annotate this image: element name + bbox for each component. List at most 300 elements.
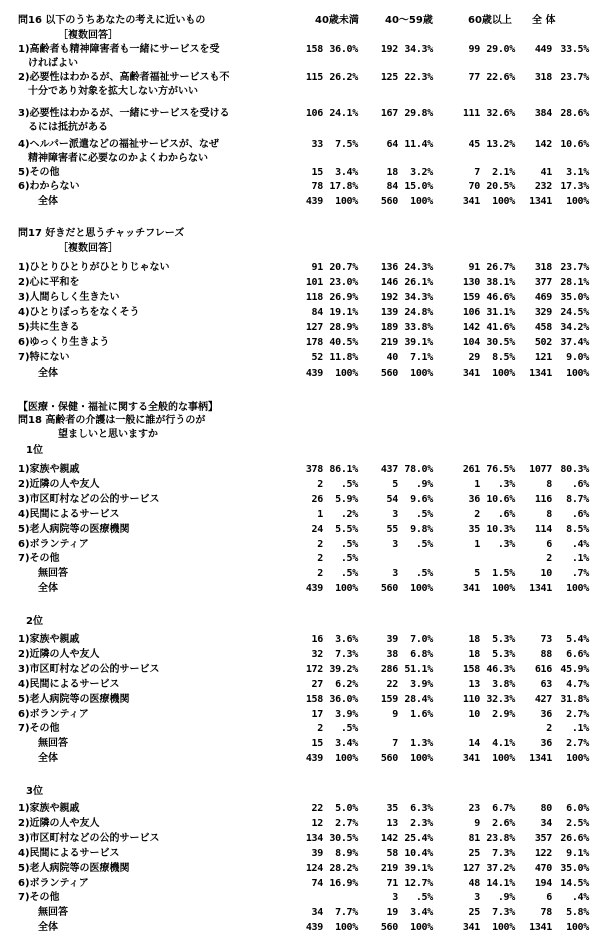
cell-pct-under40: 5.9%: [335, 494, 358, 505]
row-label: 1)ひとりひとりがひとりじゃない: [18, 262, 170, 273]
cell-count-40-59: 55: [386, 524, 398, 535]
cell-pct-60over: 100%: [492, 922, 515, 933]
cell-pct-60over: 14.1%: [486, 878, 515, 889]
cell-pct-40-59: 9.8%: [410, 524, 433, 535]
cell-count-total: 73: [540, 634, 552, 645]
cell-pct-under40: 36.0%: [329, 44, 358, 55]
cell-count-40-59: 5: [392, 479, 398, 490]
cell-pct-total: 24.5%: [560, 307, 589, 318]
cell-count-total: 357: [534, 833, 552, 844]
cell-pct-total: 100%: [566, 922, 589, 933]
cell-count-total: 449: [534, 44, 552, 55]
row-label: 4)民間によるサービス: [18, 679, 120, 690]
rank1-row-1: [18, 464, 592, 476]
cell-count-60over: 14: [468, 738, 480, 749]
cell-count-total: 114: [534, 524, 552, 535]
cell-pct-under40: 7.5%: [335, 139, 358, 150]
cell-pct-60over: 7.3%: [492, 848, 515, 859]
cell-pct-total: .4%: [571, 539, 589, 550]
cell-pct-under40: 5.5%: [335, 524, 358, 535]
cell-pct-60over: .6%: [497, 509, 515, 520]
q16-row-6: [18, 181, 592, 193]
rank-title: 2位: [26, 616, 43, 627]
cell-count-under40: 158: [305, 694, 323, 705]
cell-pct-60over: 100%: [492, 753, 515, 764]
cell-count-total: 470: [534, 863, 552, 874]
cell-pct-under40: 3.6%: [335, 634, 358, 645]
cell-pct-40-59: 22.3%: [404, 72, 433, 83]
q17-row-6: [18, 337, 592, 349]
rank2-row-5: [18, 694, 592, 706]
cell-count-60over: 2: [474, 509, 480, 520]
cell-pct-total: 45.9%: [560, 664, 589, 675]
row-label-cont: ければよい: [28, 58, 78, 69]
cell-pct-total: 33.5%: [560, 44, 589, 55]
cell-pct-60over: 26.7%: [486, 262, 515, 273]
rank1-title-row: [18, 445, 592, 457]
cell-pct-under40: .5%: [340, 539, 358, 550]
rank1-row-2: [18, 479, 592, 491]
q16-row-5: [18, 167, 592, 179]
cell-count-under40: 15: [311, 167, 323, 178]
row-label: 全体: [38, 583, 58, 594]
cell-count-total: 232: [534, 181, 552, 192]
row-label: 3)市区町村などの公的サービス: [18, 664, 160, 675]
rank1-row-6: [18, 539, 592, 551]
cell-pct-60over: 2.6%: [492, 818, 515, 829]
cell-count-total: 318: [534, 262, 552, 273]
cell-count-60over: 48: [468, 878, 480, 889]
row-label: 5)共に生きる: [18, 322, 80, 333]
rank2-row-6: [18, 709, 592, 721]
q17-row-1: [18, 262, 592, 274]
cell-pct-total: 6.0%: [566, 803, 589, 814]
cell-pct-40-59: 28.4%: [404, 694, 433, 705]
cell-pct-under40: 6.2%: [335, 679, 358, 690]
cell-pct-60over: 29.0%: [486, 44, 515, 55]
cell-pct-total: .6%: [571, 509, 589, 520]
cell-pct-under40: 28.9%: [329, 322, 358, 333]
rank2-row-8: [18, 738, 592, 750]
rank3-title-row: [18, 786, 592, 798]
cell-pct-40-59: .5%: [415, 539, 433, 550]
row-label: 4)民間によるサービス: [18, 509, 120, 520]
cell-count-under40: 127: [305, 322, 323, 333]
cell-count-total: 78: [540, 907, 552, 918]
cell-pct-40-59: 34.3%: [404, 44, 433, 55]
cell-count-under40: 118: [305, 292, 323, 303]
col-header-under40: 40歳未満: [315, 15, 359, 26]
cell-count-40-59: 192: [380, 292, 398, 303]
q18-title: 問18 高齢者の介護は一般に誰が行うのが: [18, 415, 206, 426]
cell-pct-40-59: 33.8%: [404, 322, 433, 333]
cell-count-total: 458: [534, 322, 552, 333]
cell-pct-40-59: 100%: [410, 196, 433, 207]
q16-row-3-cont: [18, 122, 592, 134]
cell-pct-total: 2.5%: [566, 818, 589, 829]
cell-count-total: 2: [546, 553, 552, 564]
cell-pct-total: 8.5%: [566, 524, 589, 535]
cell-count-total: 36: [540, 738, 552, 749]
cell-pct-under40: 24.1%: [329, 108, 358, 119]
cell-pct-under40: 30.5%: [329, 833, 358, 844]
cell-pct-60over: 76.5%: [486, 464, 515, 475]
cell-pct-40-59: 100%: [410, 753, 433, 764]
col-header-total: 全 体: [532, 15, 556, 26]
cell-pct-under40: 11.8%: [329, 352, 358, 363]
cell-count-40-59: 136: [380, 262, 398, 273]
row-label: 4)ヘルパー派遣などの福祉サービスが、なぜ: [18, 139, 219, 150]
cell-count-under40: 2: [317, 568, 323, 579]
cell-pct-total: .1%: [571, 723, 589, 734]
cell-count-total: 88: [540, 649, 552, 660]
cell-pct-60over: 6.7%: [492, 803, 515, 814]
q16-total-row: [18, 196, 592, 208]
cell-count-under40: 439: [305, 196, 323, 207]
cell-pct-60over: 37.2%: [486, 863, 515, 874]
cell-pct-60over: .9%: [497, 892, 515, 903]
row-label: 全体: [38, 753, 58, 764]
row-label: 2)近隣の人や友人: [18, 818, 100, 829]
cell-pct-total: 14.5%: [560, 878, 589, 889]
cell-pct-under40: 100%: [335, 753, 358, 764]
cell-count-under40: 378: [305, 464, 323, 475]
cell-count-60over: 341: [462, 196, 480, 207]
cell-pct-40-59: .5%: [415, 568, 433, 579]
cell-count-60over: 142: [462, 322, 480, 333]
section-heading: 【医療・保健・福祉に関する全般的な事柄】: [18, 402, 218, 413]
cell-count-60over: 341: [462, 753, 480, 764]
cell-count-under40: 101: [305, 277, 323, 288]
cell-pct-total: 100%: [566, 753, 589, 764]
cell-pct-40-59: 7.0%: [410, 634, 433, 645]
cell-count-40-59: 13: [386, 818, 398, 829]
cell-count-40-59: 146: [380, 277, 398, 288]
cell-count-total: 122: [534, 848, 552, 859]
cell-count-total: 1341: [529, 922, 552, 933]
cell-count-under40: 24: [311, 524, 323, 535]
cell-count-total: 8: [546, 509, 552, 520]
cell-count-40-59: 3: [392, 892, 398, 903]
cell-count-60over: 110: [462, 694, 480, 705]
cell-pct-40-59: 29.8%: [404, 108, 433, 119]
cell-pct-total: 35.0%: [560, 863, 589, 874]
q17-title-row: [18, 228, 592, 240]
q16-header-row: [18, 15, 592, 27]
cell-pct-40-59: 2.3%: [410, 818, 433, 829]
row-label: 6)わからない: [18, 181, 80, 192]
cell-pct-40-59: 51.1%: [404, 664, 433, 675]
cell-count-total: 427: [534, 694, 552, 705]
cell-count-total: 1077: [529, 464, 552, 475]
cell-count-60over: 158: [462, 664, 480, 675]
cell-pct-total: 4.7%: [566, 679, 589, 690]
cell-pct-under40: 3.4%: [335, 167, 358, 178]
q16-row-4: [18, 139, 592, 151]
cell-pct-60over: 100%: [492, 196, 515, 207]
row-label: 6)ゆっくり生きよう: [18, 337, 110, 348]
cell-pct-60over: 13.2%: [486, 139, 515, 150]
multi-answer-note: ［複数回答］: [58, 30, 118, 41]
cell-count-40-59: 189: [380, 322, 398, 333]
q18-title-row-2: [18, 429, 592, 441]
cell-pct-40-59: .9%: [415, 479, 433, 490]
cell-count-under40: 439: [305, 583, 323, 594]
cell-pct-60over: .3%: [497, 539, 515, 550]
cell-pct-40-59: 3.2%: [410, 167, 433, 178]
cell-pct-total: .7%: [571, 568, 589, 579]
cell-count-60over: 81: [468, 833, 480, 844]
cell-pct-40-59: 100%: [410, 583, 433, 594]
cell-count-total: 6: [546, 539, 552, 550]
row-label: 2)近隣の人や友人: [18, 479, 100, 490]
cell-pct-60over: 2.1%: [492, 167, 515, 178]
cell-count-total: 121: [534, 352, 552, 363]
cell-pct-total: 6.6%: [566, 649, 589, 660]
cell-count-60over: 341: [462, 922, 480, 933]
row-label: 1)家族や親戚: [18, 634, 80, 645]
q17-title: 問17 好きだと思うチャッチフレーズ: [18, 228, 185, 239]
rank3-row-1: [18, 803, 592, 815]
cell-pct-60over: 30.5%: [486, 337, 515, 348]
row-label: 1)家族や親戚: [18, 464, 80, 475]
rank1-row-4: [18, 509, 592, 521]
multi-answer-note: ［複数回答］: [58, 243, 118, 254]
row-label: 6)ボランティア: [18, 878, 89, 889]
cell-count-under40: 16: [311, 634, 323, 645]
rank3-row-7: [18, 892, 592, 904]
cell-count-60over: 70: [468, 181, 480, 192]
cell-count-40-59: 159: [380, 694, 398, 705]
cell-count-60over: 130: [462, 277, 480, 288]
cell-pct-total: 9.1%: [566, 848, 589, 859]
cell-count-under40: 15: [311, 738, 323, 749]
cell-count-under40: 172: [305, 664, 323, 675]
row-label: 3)市区町村などの公的サービス: [18, 494, 160, 505]
cell-count-under40: 439: [305, 368, 323, 379]
row-label: 4)民間によるサービス: [18, 848, 120, 859]
rank2-row-7: [18, 723, 592, 735]
cell-pct-under40: 28.2%: [329, 863, 358, 874]
q17-row-2: [18, 277, 592, 289]
cell-pct-60over: 31.1%: [486, 307, 515, 318]
cell-count-60over: 104: [462, 337, 480, 348]
cell-pct-60over: 3.8%: [492, 679, 515, 690]
cell-pct-40-59: 3.9%: [410, 679, 433, 690]
rank2-row-3: [18, 664, 592, 676]
cell-count-60over: 23: [468, 803, 480, 814]
cell-pct-under40: 26.2%: [329, 72, 358, 83]
cell-pct-60over: 38.1%: [486, 277, 515, 288]
cell-count-under40: 22: [311, 803, 323, 814]
cell-pct-total: 31.8%: [560, 694, 589, 705]
row-label: 3)人間らしく生きたい: [18, 292, 120, 303]
cell-count-60over: 18: [468, 649, 480, 660]
cell-count-total: 469: [534, 292, 552, 303]
cell-pct-under40: 100%: [335, 583, 358, 594]
q17-total-row: [18, 368, 592, 380]
q17-multi-row: [18, 243, 592, 255]
cell-pct-total: 35.0%: [560, 292, 589, 303]
cell-pct-40-59: 6.3%: [410, 803, 433, 814]
cell-pct-total: 10.6%: [560, 139, 589, 150]
q18-section-row: [18, 402, 592, 414]
cell-count-under40: 32: [311, 649, 323, 660]
cell-count-40-59: 560: [380, 583, 398, 594]
cell-pct-40-59: 15.0%: [404, 181, 433, 192]
cell-count-under40: 26: [311, 494, 323, 505]
cell-pct-under40: .2%: [340, 509, 358, 520]
cell-count-60over: 77: [468, 72, 480, 83]
cell-count-total: 10: [540, 568, 552, 579]
cell-count-under40: 34: [311, 907, 323, 918]
rank3-row-4: [18, 848, 592, 860]
cell-count-40-59: 58: [386, 848, 398, 859]
q16-row-1: [18, 44, 592, 56]
cell-count-total: 80: [540, 803, 552, 814]
cell-count-total: 63: [540, 679, 552, 690]
cell-count-under40: 52: [311, 352, 323, 363]
cell-count-under40: 2: [317, 479, 323, 490]
cell-count-40-59: 7: [392, 738, 398, 749]
cell-pct-under40: 3.9%: [335, 709, 358, 720]
cell-count-under40: 178: [305, 337, 323, 348]
cell-count-40-59: 3: [392, 509, 398, 520]
cell-count-under40: 27: [311, 679, 323, 690]
cell-count-total: 41: [540, 167, 552, 178]
q16-multi-row: [18, 30, 592, 42]
cell-pct-total: 26.6%: [560, 833, 589, 844]
cell-count-60over: 7: [474, 167, 480, 178]
cell-count-60over: 3: [474, 892, 480, 903]
cell-count-under40: 84: [311, 307, 323, 318]
cell-count-total: 8: [546, 479, 552, 490]
cell-count-60over: 111: [462, 108, 480, 119]
cell-pct-under40: 100%: [335, 196, 358, 207]
cell-count-40-59: 219: [380, 337, 398, 348]
cell-pct-under40: 5.0%: [335, 803, 358, 814]
q16-row-4-cont: [18, 153, 592, 165]
cell-count-40-59: 286: [380, 664, 398, 675]
cell-count-40-59: 125: [380, 72, 398, 83]
cell-pct-under40: .5%: [340, 479, 358, 490]
cell-pct-total: 100%: [566, 196, 589, 207]
cell-count-60over: 13: [468, 679, 480, 690]
row-label: 7)特にない: [18, 352, 70, 363]
q18-title-cont: 望ましいと思いますか: [58, 429, 158, 440]
cell-count-under40: 78: [311, 181, 323, 192]
cell-count-under40: 158: [305, 44, 323, 55]
cell-pct-total: 17.3%: [560, 181, 589, 192]
cell-pct-40-59: 34.3%: [404, 292, 433, 303]
cell-count-40-59: 84: [386, 181, 398, 192]
cell-count-40-59: 219: [380, 863, 398, 874]
cell-pct-60over: 100%: [492, 368, 515, 379]
cell-pct-40-59: 9.6%: [410, 494, 433, 505]
cell-count-total: 1341: [529, 583, 552, 594]
q16-row-1-cont: [18, 58, 592, 70]
cell-pct-40-59: .5%: [415, 892, 433, 903]
cell-count-40-59: 19: [386, 907, 398, 918]
cell-pct-under40: 86.1%: [329, 464, 358, 475]
cell-count-under40: 2: [317, 723, 323, 734]
cell-count-under40: 134: [305, 833, 323, 844]
rank-title: 1位: [26, 445, 43, 456]
total-label: 全体: [38, 196, 58, 207]
cell-count-60over: 99: [468, 44, 480, 55]
rank3-row-3: [18, 833, 592, 845]
cell-count-60over: 341: [462, 583, 480, 594]
cell-pct-60over: 10.3%: [486, 524, 515, 535]
rank3-row-2: [18, 818, 592, 830]
cell-pct-60over: 41.6%: [486, 322, 515, 333]
row-label: 5)その他: [18, 167, 60, 178]
cell-pct-under40: 8.9%: [335, 848, 358, 859]
cell-pct-60over: 2.9%: [492, 709, 515, 720]
q18-title-row: [18, 415, 592, 427]
cell-count-40-59: 39: [386, 634, 398, 645]
cell-count-60over: 106: [462, 307, 480, 318]
cell-count-under40: 33: [311, 139, 323, 150]
cell-pct-60over: 8.5%: [492, 352, 515, 363]
col-header-60over: 60歳以上: [468, 15, 512, 26]
cell-count-40-59: 9: [392, 709, 398, 720]
cell-pct-total: 23.7%: [560, 262, 589, 273]
cell-count-total: 1341: [529, 196, 552, 207]
cell-count-total: 502: [534, 337, 552, 348]
rank-title: 3位: [26, 786, 43, 797]
cell-pct-40-59: 25.4%: [404, 833, 433, 844]
cell-pct-60over: 5.3%: [492, 634, 515, 645]
cell-count-total: 6: [546, 892, 552, 903]
row-label: 4)ひとりぼっちをなくそう: [18, 307, 140, 318]
cell-pct-60over: 1.5%: [492, 568, 515, 579]
cell-count-total: 616: [534, 664, 552, 675]
cell-pct-40-59: 39.1%: [404, 863, 433, 874]
rank3-row-6: [18, 878, 592, 890]
row-label: 無回答: [38, 907, 68, 918]
cell-pct-40-59: 100%: [410, 368, 433, 379]
q16-row-3: [18, 108, 592, 120]
cell-count-60over: 5: [474, 568, 480, 579]
cell-pct-60over: 5.3%: [492, 649, 515, 660]
cell-count-total: 1341: [529, 368, 552, 379]
cell-count-60over: 9: [474, 818, 480, 829]
cell-count-40-59: 64: [386, 139, 398, 150]
cell-count-40-59: 71: [386, 878, 398, 889]
cell-count-total: 1341: [529, 753, 552, 764]
cell-pct-40-59: 1.6%: [410, 709, 433, 720]
row-label: 7)その他: [18, 723, 60, 734]
cell-pct-total: 28.6%: [560, 108, 589, 119]
cell-pct-40-59: 12.7%: [404, 878, 433, 889]
cell-pct-40-59: 24.3%: [404, 262, 433, 273]
cell-pct-total: 9.0%: [566, 352, 589, 363]
q17-row-3: [18, 292, 592, 304]
cell-pct-under40: .5%: [340, 568, 358, 579]
rank2-row-2: [18, 649, 592, 661]
cell-count-40-59: 167: [380, 108, 398, 119]
cell-pct-60over: 10.6%: [486, 494, 515, 505]
row-label: 全体: [38, 922, 58, 933]
row-label-cont: るには抵抗がある: [28, 122, 108, 133]
cell-count-40-59: 437: [380, 464, 398, 475]
row-label: 5)老人病院等の医療機関: [18, 863, 130, 874]
cell-count-under40: 2: [317, 539, 323, 550]
cell-count-40-59: 139: [380, 307, 398, 318]
cell-pct-under40: .5%: [340, 723, 358, 734]
cell-pct-total: 2.7%: [566, 709, 589, 720]
